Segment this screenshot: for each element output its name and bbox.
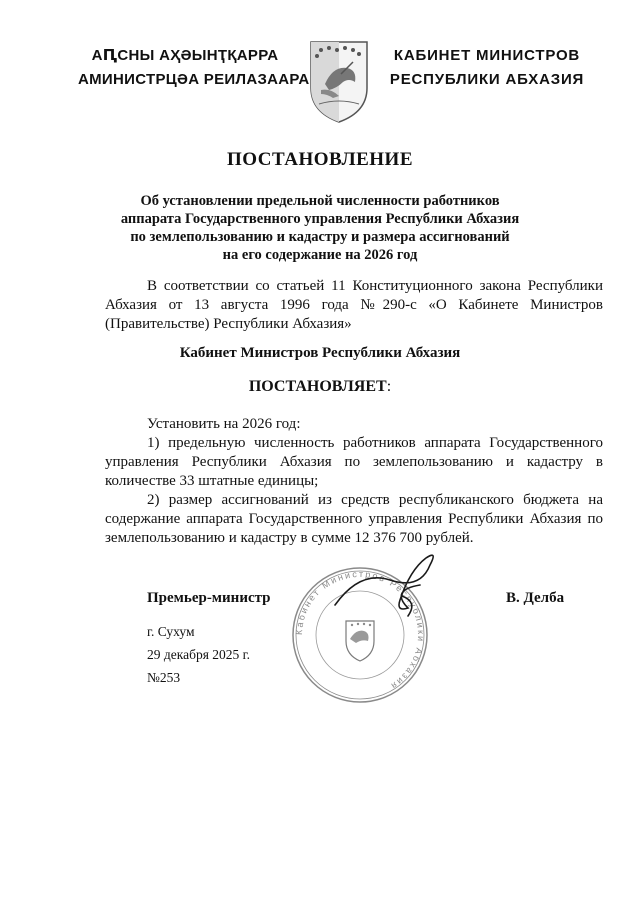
clause-intro: Установить на 2026 год: — [147, 416, 301, 432]
resolves-word: ПОСТАНОВЛЯЕТ — [248, 378, 387, 395]
header-right-line-2: РЕСПУБЛИКИ АБХАЗИЯ — [389, 71, 585, 88]
document-title: ПОСТАНОВЛЕНИЕ — [226, 149, 414, 170]
resolves-colon: : — [386, 378, 392, 395]
issuer-line: Кабинет Министров Республики Абхазия — [179, 345, 461, 361]
header-left-ab — [78, 44, 310, 92]
clause-1: 1) предельную численность работников аппарата Государственного управления Республики Абхазия по землепользованию и кадастру в количестве 33 штатные единицы; — [105, 435, 603, 489]
abkhazia-coat-of-arms-icon — [307, 38, 371, 124]
subject-line-4: на его содержание на 2026 год — [222, 247, 418, 263]
document-place: г. Сухум — [147, 624, 195, 639]
signatory-position: Премьер-министр — [147, 590, 271, 606]
preamble-paragraph: В соответствии со статьей 11 Конституционного закона Республики Абхазия от 13 августа 1996 года №290-с «О Кабинете Министров (Правительстве) Республики Абхазия» — [105, 278, 603, 332]
clause-2: 2) размер ассигнований из средств республиканского бюджета на содержание аппарата Государственного управления Республики Абхазия по землепользованию и кадастру в сумме 12 376 700 рублей. — [105, 492, 603, 546]
handwritten-signature-icon — [330, 550, 450, 620]
seal-text: Кабинет Министров Республики Абхазия — [293, 568, 427, 693]
subject-line-2: аппарата Государственного управления Республики Абхазия — [120, 211, 520, 227]
signatory-name: В. Делба — [506, 590, 565, 606]
header-left-line-2: АМИНИСТРЦӘА РЕИЛАЗААРА — [78, 71, 310, 88]
subject-line-3: по землепользованию и кадастру и размера ассигнований — [130, 229, 510, 245]
document-date: 29 декабря 2025 г. — [147, 647, 251, 662]
clauses-block — [105, 415, 603, 548]
document-subject — [100, 192, 540, 264]
document-number: №253 — [147, 670, 181, 685]
resolves-heading — [0, 378, 640, 396]
subject-line-1: Об установлении предельной численности работников — [140, 193, 500, 209]
header-left-line-1: АԤСНЫ АҲӘЫНҬҚАРРА — [91, 47, 279, 64]
header-right-ru — [380, 44, 594, 92]
header-right-line-1: КАБИНЕТ МИНИСТРОВ — [393, 47, 581, 64]
